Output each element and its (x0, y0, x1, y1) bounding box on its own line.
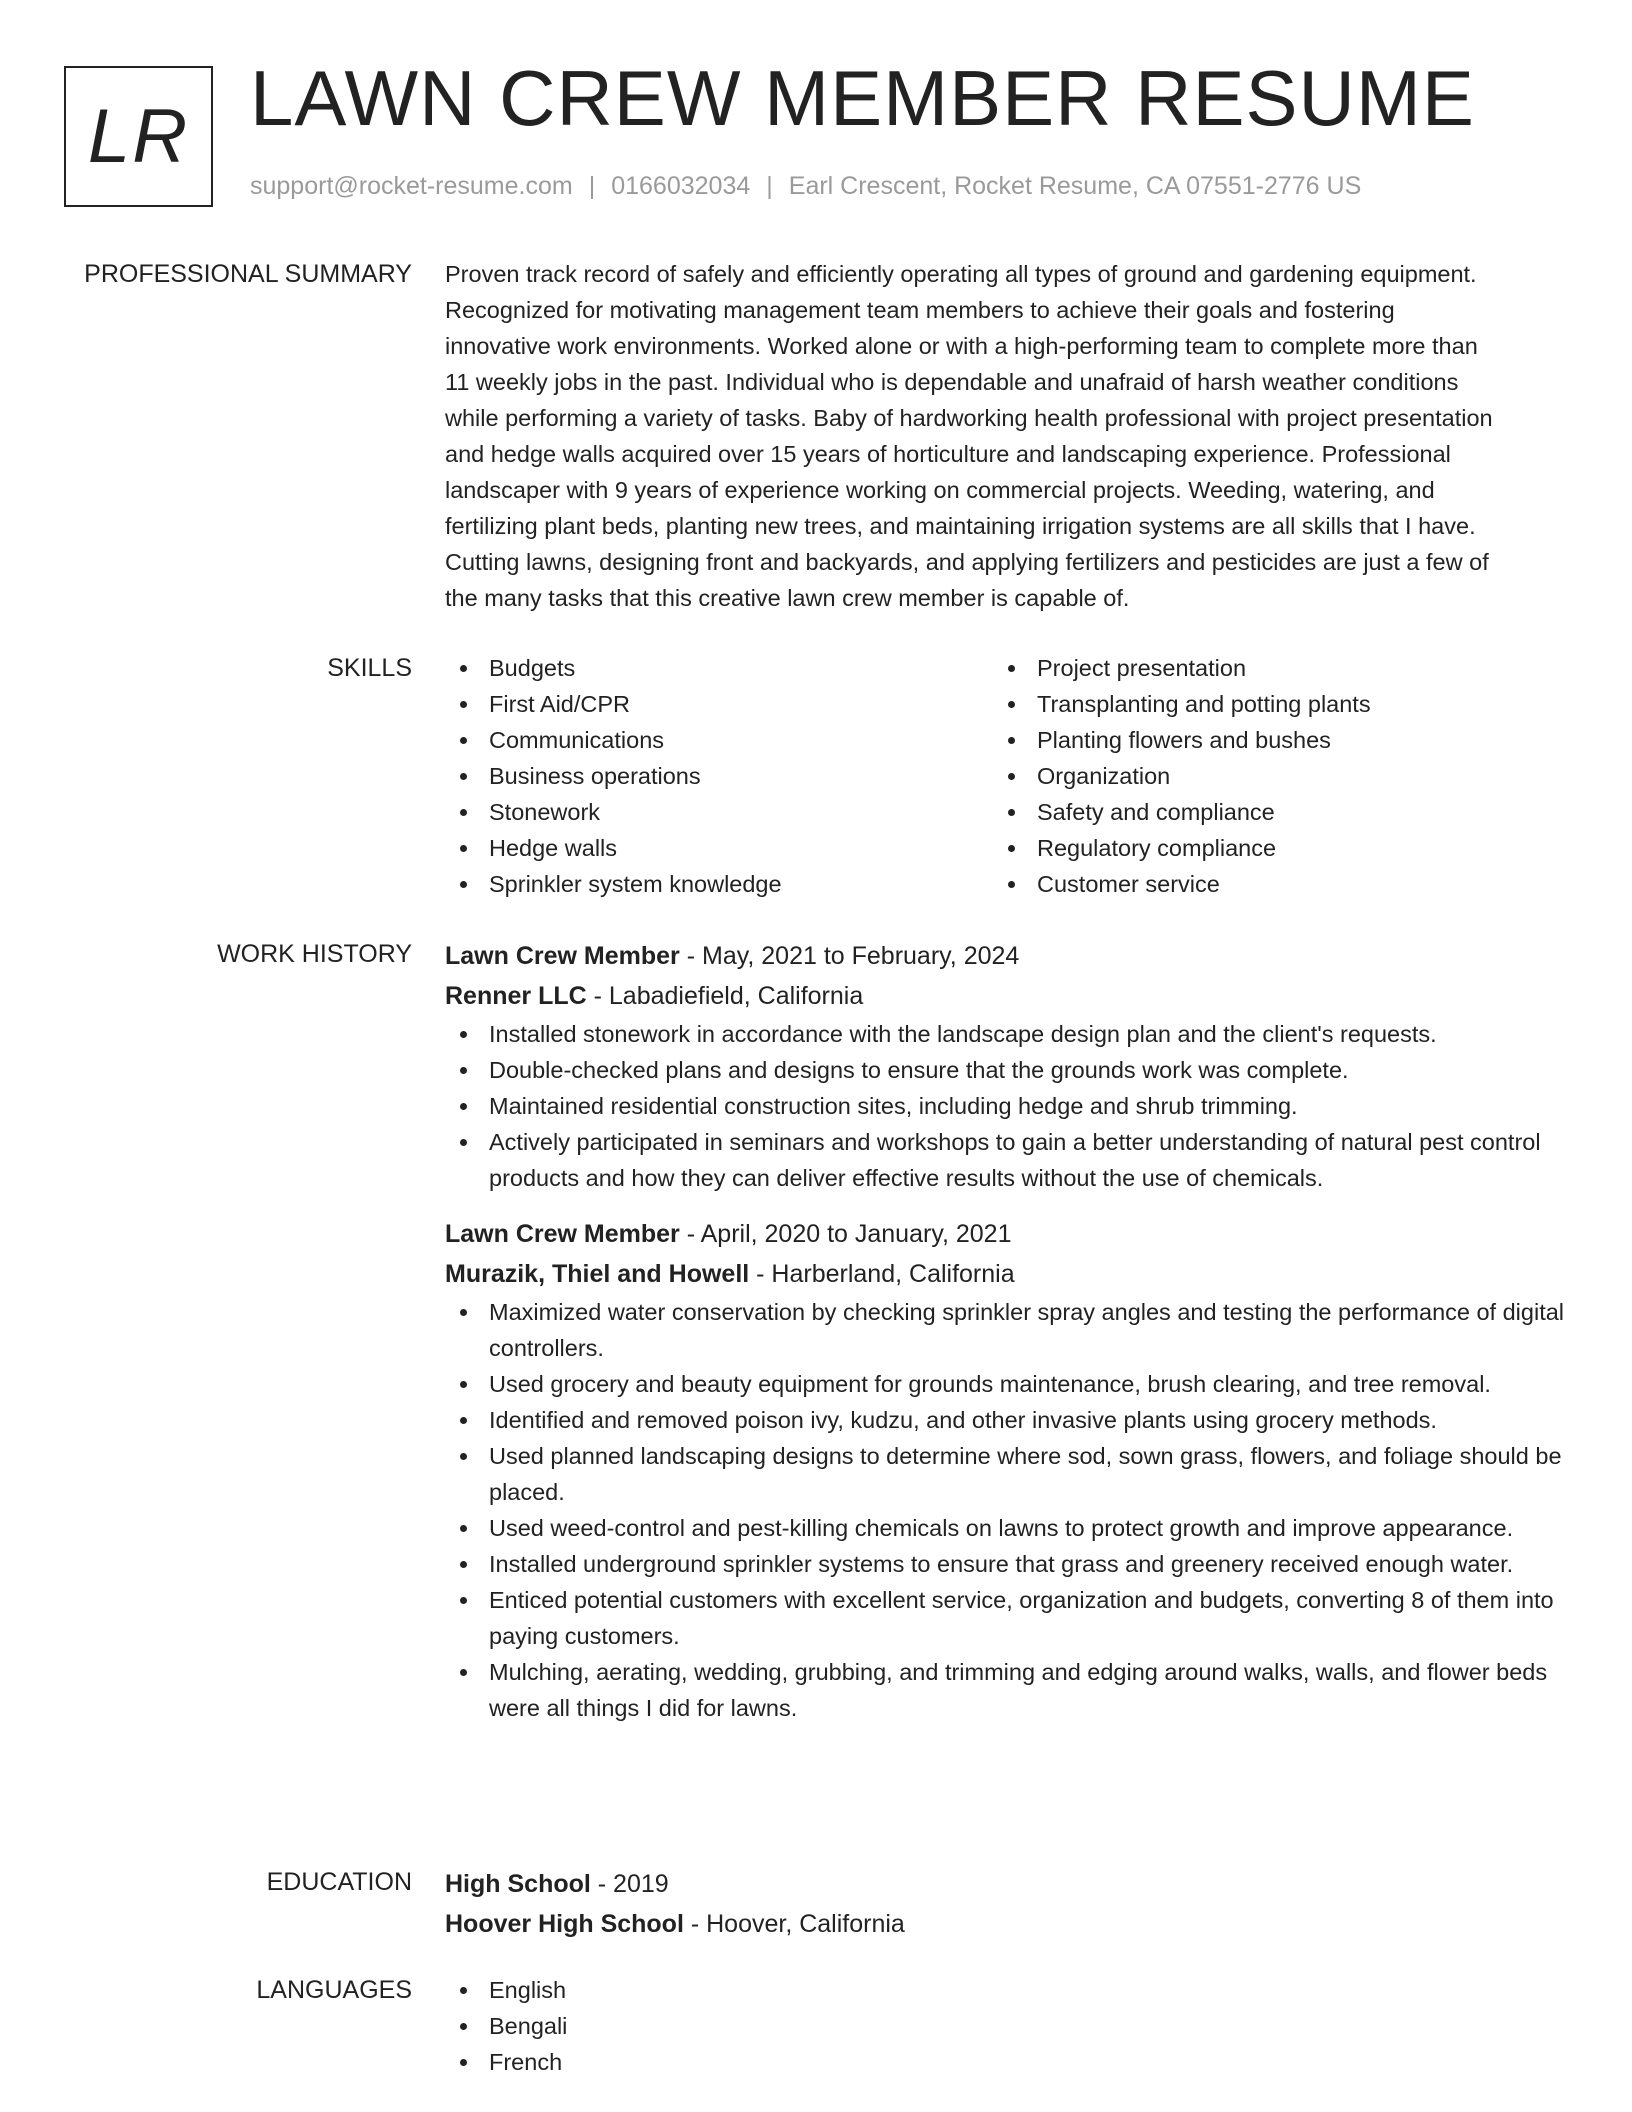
language-item: English (445, 1972, 1565, 2008)
language-item: French (445, 2044, 1565, 2080)
contact-separator: | (588, 172, 596, 200)
job-bullet: Maintained residential construction sites, including hedge and shrub trimming. (445, 1088, 1565, 1124)
summary-body (445, 256, 1565, 616)
skill-item: Planting flowers and bushes (993, 722, 1541, 758)
section-label-work: WORK HISTORY (217, 940, 412, 968)
education-body (445, 1864, 1565, 1944)
skill-item: Transplanting and potting plants (993, 686, 1541, 722)
summary-line: fertilizing plant beds, planting new trees, and maintaining irrigation systems are all skills that I have. (445, 513, 1476, 539)
section-label-summary: PROFESSIONAL SUMMARY (84, 260, 412, 288)
contact-email: support@rocket-resume.com (250, 172, 573, 200)
job-bullet: Mulching, aerating, wedding, grubbing, and trimming and edging around walks, walls, and flower beds were all things I did for lawns. (445, 1654, 1565, 1726)
language-item: Bengali (445, 2008, 1565, 2044)
job-bullet: Identified and removed poison ivy, kudzu, and other invasive plants using grocery methods. (445, 1402, 1565, 1438)
contact-phone: 0166032034 (611, 172, 751, 200)
summary-line: the many tasks that this creative lawn crew member is capable of. (445, 585, 1130, 611)
job-dates: - April, 2020 to January, 2021 (679, 1220, 1012, 1248)
monogram-initials: LR (87, 94, 190, 179)
contact-line (250, 172, 1361, 201)
skills-list-left (445, 650, 993, 902)
languages-body (445, 1972, 1565, 2080)
job-title: Lawn Crew Member (445, 942, 680, 970)
skill-item: Hedge walls (445, 830, 993, 866)
summary-line: 11 weekly jobs in the past. Individual who is dependable and unafraid of harsh weather conditions (445, 369, 1459, 395)
skill-item: Business operations (445, 758, 993, 794)
monogram-logo (64, 66, 213, 207)
skill-item: Project presentation (993, 650, 1541, 686)
section-label-education: EDUCATION (266, 1868, 412, 1896)
skill-item: Regulatory compliance (993, 830, 1541, 866)
skill-item: Customer service (993, 866, 1541, 902)
summary-line: Recognized for motivating management team members to achieve their goals and fostering (445, 297, 1395, 323)
summary-line: while performing a variety of tasks. Baby of hardworking health professional with project presentation (445, 405, 1493, 431)
job-bullets (445, 1294, 1565, 1726)
work-body (445, 936, 1565, 1726)
job-company: Murazik, Thiel and Howell (445, 1260, 750, 1288)
job-bullet: Used weed-control and pest-killing chemicals on lawns to protect growth and improve appearance. (445, 1510, 1565, 1546)
job-bullet: Installed underground sprinkler systems to ensure that grass and greenery received enough water. (445, 1546, 1565, 1582)
section-label-languages: LANGUAGES (256, 1976, 412, 2004)
job-title-line (445, 1214, 1565, 1254)
education-school-line (445, 1904, 1565, 1944)
job-location: - Harberland, California (749, 1260, 1015, 1288)
skill-item: Stonework (445, 794, 993, 830)
skill-item: Safety and compliance (993, 794, 1541, 830)
job-bullet: Enticed potential customers with excellent service, organization and budgets, converting 8 of them into paying customers. (445, 1582, 1565, 1654)
summary-line: Cutting lawns, designing front and backyards, and applying fertilizers and pesticides are just a few of (445, 549, 1489, 575)
skill-item: Organization (993, 758, 1541, 794)
summary-text (445, 256, 1565, 616)
job-bullet: Maximized water conservation by checking sprinkler spray angles and testing the performance of digital controllers. (445, 1294, 1565, 1366)
summary-line: and hedge walls acquired over 15 years of horticulture and landscaping experience. Professional (445, 441, 1451, 467)
skill-item: Communications (445, 722, 993, 758)
job-title: Lawn Crew Member (445, 1220, 680, 1248)
job-bullet: Used grocery and beauty equipment for grounds maintenance, brush clearing, and tree removal. (445, 1366, 1565, 1402)
education-location: - Hoover, California (683, 1910, 905, 1938)
education-school: Hoover High School (445, 1910, 684, 1938)
resume-title: LAWN CREW MEMBER RESUME (250, 54, 1475, 142)
skill-item: First Aid/CPR (445, 686, 993, 722)
section-label-skills: SKILLS (327, 654, 412, 682)
job-bullet: Double-checked plans and designs to ensure that the grounds work was complete. (445, 1052, 1565, 1088)
job-bullet: Actively participated in seminars and workshops to gain a better understanding of natural pest control products and how they can deliver effective results without the use of chemicals. (445, 1124, 1565, 1196)
education-degree: High School (445, 1870, 591, 1898)
job-dates: - May, 2021 to February, 2024 (679, 942, 1020, 970)
languages-list (445, 1972, 1565, 2080)
skill-item: Sprinkler system knowledge (445, 866, 993, 902)
summary-line: Proven track record of safely and efficiently operating all types of ground and gardening equipment. (445, 261, 1477, 287)
job-bullet: Installed stonework in accordance with the landscape design plan and the client's requests. (445, 1016, 1565, 1052)
education-degree-line (445, 1864, 1565, 1904)
contact-separator: | (766, 172, 773, 200)
job-title-line (445, 936, 1565, 976)
job-company-line (445, 976, 1565, 1016)
skills-body (445, 650, 1565, 902)
job-company-line (445, 1254, 1565, 1294)
job-location: - Labadiefield, California (586, 982, 864, 1010)
summary-line: landscaper with 9 years of experience working on commercial projects. Weeding, watering, and (445, 477, 1435, 503)
education-year: - 2019 (590, 1870, 669, 1898)
job-entry (445, 1214, 1565, 1726)
job-bullet: Used planned landscaping designs to determine where sod, sown grass, flowers, and foliage should be placed. (445, 1438, 1565, 1510)
job-company: Renner LLC (445, 982, 587, 1010)
job-entry (445, 936, 1565, 1196)
skill-item: Budgets (445, 650, 993, 686)
contact-address: Earl Crescent, Rocket Resume, CA 07551-2776 US (788, 172, 1362, 200)
skills-list-right (993, 650, 1541, 902)
summary-line: innovative work environments. Worked alone or with a high-performing team to complete more than (445, 333, 1478, 359)
job-bullets (445, 1016, 1565, 1196)
